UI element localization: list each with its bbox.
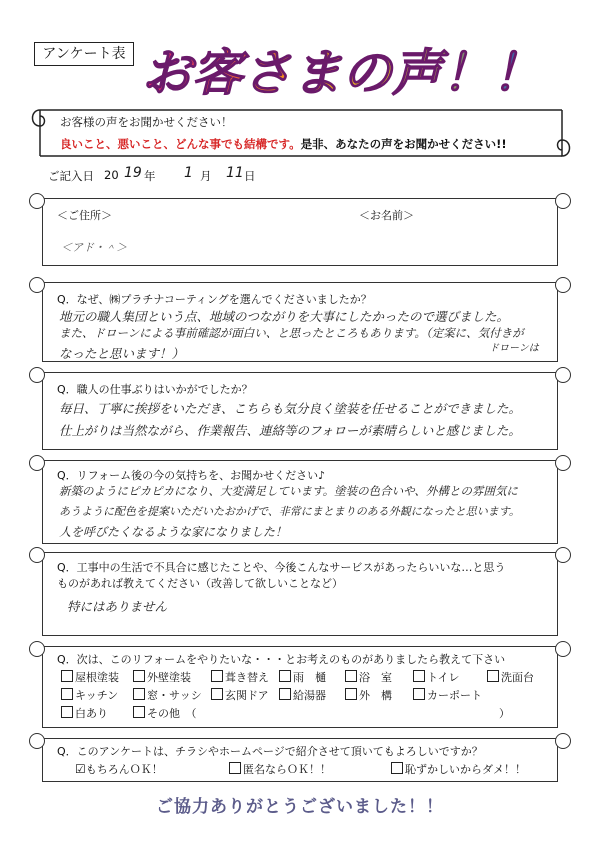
opt-label: 葺き替え [225,671,269,684]
checkbox-icon [229,762,241,774]
opt-label: 外壁塗装 [147,671,191,684]
opt-carport[interactable] [413,687,482,703]
opt-other-close: ） [499,707,510,720]
opt-other[interactable] [133,705,197,721]
q4-box [42,552,558,636]
checkbox-icon [133,688,145,700]
box-curl [29,367,45,383]
box-curl [555,193,571,209]
entry-date [48,165,308,184]
year-prefix: 20 [104,168,119,182]
opt-label: 給湯器 [293,689,326,702]
box-curl [29,277,45,293]
q1-answer-note: ドローンは [489,343,539,354]
opt-label: トイレ [427,671,460,684]
box-curl [555,455,571,471]
opt-label: 洗面台 [501,671,534,684]
name-label: ＜お名前＞ [359,209,414,222]
box-curl [29,193,45,209]
box-curl [29,733,45,749]
opt-label: 白あり [75,707,108,720]
opt-label: 恥ずかしいからダメ！！ [405,763,526,776]
q3-answer-line2: あうように配色を提案いただいたおかげで、非常にまとまりのある外観になったと思います。 [59,505,520,518]
q1-answer-line2: また、ドローンによる事前確認が面白い、と思ったところもあります。（定案に、気付きが [59,326,524,340]
checkbox-icon [61,688,73,700]
day-suffix: 日 [244,169,256,183]
opt-label: 雨 樋 [293,671,326,684]
opt-window[interactable] [133,687,202,703]
q1-answer-line3: なったと思います！） [59,346,185,361]
q3-answer-line3: 人を呼びたくなるような家になりました！ [59,525,288,539]
opt-label: 匿名ならＯＫ！！ [243,763,331,776]
opt-water-heater[interactable] [279,687,326,703]
box-curl [555,641,571,657]
opt-bathroom[interactable] [345,669,392,685]
page-title-text: お客さまの声！！ [142,44,542,102]
opt-label: その他 （ [147,707,197,720]
checkbox-icon [345,670,357,682]
opt-label: キッチン [75,689,119,702]
opt-no[interactable] [391,761,526,777]
opt-label: 浴 室 [359,671,392,684]
q4-question-line2: ものがあれば教えてください（改善して欲しいことなど） [57,577,343,590]
checkbox-icon [211,688,223,700]
q4-answer: 特にはありません [67,599,168,614]
opt-wall-paint[interactable] [133,669,191,685]
month-value: 1 [184,165,193,181]
q2-box [42,372,558,450]
checkbox-icon [133,670,145,682]
intro-line2-black: 是非、あなたの声をお聞かせください!! [300,137,507,151]
checkbox-icon [413,670,425,682]
box-curl [29,547,45,563]
page-title [136,36,556,106]
intro-line2-red: 良いこと、悪いこと、どんな事でも結構です。 [60,137,301,151]
opt-ok[interactable] [75,761,163,777]
q1-question: Q．なぜ、㈱プラチナコーティングを選んでくださいましたか？ [57,293,372,306]
opt-label: 玄関ドア [225,689,269,702]
checkbox-icon [279,670,291,682]
address-label: ＜ご住所＞ [57,209,112,222]
thank-you-footer: ご協力ありがとうございました！！ [156,797,444,817]
q5-question: Q．次は、このリフォームをやりたいな・・・とお考えのものがありましたら教えて下さい [57,653,506,666]
opt-washbasin[interactable] [487,669,534,685]
opt-label: 屋根塗装 [75,671,119,684]
q3-answer-line1: 新築のようにピカピカになり、大変満足しています。塗装の色合いや、外構との雰囲気に [59,484,518,498]
intro-line2 [60,136,507,152]
q1-answer-line1: 地元の職人集団という点、地域のつながりを大事にしたかったので選びました。 [59,309,510,324]
q4-question-line1: Q．工事中の生活で不具合に感じたことや、今後こんなサービスがあったらいいな…と思う [57,561,506,574]
opt-gutter[interactable] [279,669,326,685]
intro-line1: お客様の声をお聞かせください！ [60,115,233,129]
checkbox-icon [391,762,403,774]
box-curl [555,733,571,749]
box-curl [555,367,571,383]
opt-anonymous-ok[interactable] [229,761,331,777]
month-suffix: 月 [200,169,212,183]
opt-label: カーポート [427,689,482,702]
opt-exterior[interactable] [345,687,392,703]
checkbox-icon [133,706,145,718]
box-curl [555,277,571,293]
q6-box [42,738,558,782]
q5-box [42,646,558,728]
checkbox-icon [487,670,499,682]
opt-label: 外 構 [359,689,392,702]
opt-toilet[interactable] [413,669,459,685]
box-curl [29,641,45,657]
opt-roof-paint[interactable] [61,669,119,685]
q2-answer-line2: 仕上がりは当然ながら、作業報告、連絡等のフォローが素晴らしいと感じました。 [59,423,521,438]
checkbox-icon [61,670,73,682]
box-curl [29,455,45,471]
checkbox-icon [413,688,425,700]
address-value: ＜アド・＾＞ [61,241,127,254]
q1-box [42,282,558,362]
checkbox-icon [211,670,223,682]
opt-termite[interactable] [61,705,108,721]
questionnaire-tag: アンケート表 [34,42,134,66]
year-suffix: 年 [144,169,156,183]
checkbox-icon [279,688,291,700]
year-value: 19 [124,165,142,181]
opt-label: 窓・サッシ [147,689,202,702]
contact-box [42,198,558,266]
checked-icon: ☑ [75,762,86,776]
q2-question: Q．職人の仕事ぶりはいかがでしたか？ [57,383,253,396]
day-value: 11 [226,165,244,181]
q6-question: Q．このアンケートは、チラシやホームページで紹介させて頂いてもよろしいですか？ [57,745,483,758]
q2-answer-line1: 毎日、丁寧に挨拶をいただき、こちらも気分良く塗装を任せることができました。 [59,401,522,416]
opt-front-door[interactable] [211,687,269,703]
checkbox-icon [61,706,73,718]
q3-box [42,460,558,544]
intro-banner [28,104,574,162]
opt-reroof[interactable] [211,669,269,685]
q3-question: Q．リフォーム後の今の気持ちを、お聞かせください♪ [57,469,326,482]
checkbox-icon [345,688,357,700]
box-curl [555,547,571,563]
opt-kitchen[interactable] [61,687,118,703]
opt-label: もちろんＯＫ！ [85,763,163,776]
date-label: ご記入日 [48,169,94,183]
